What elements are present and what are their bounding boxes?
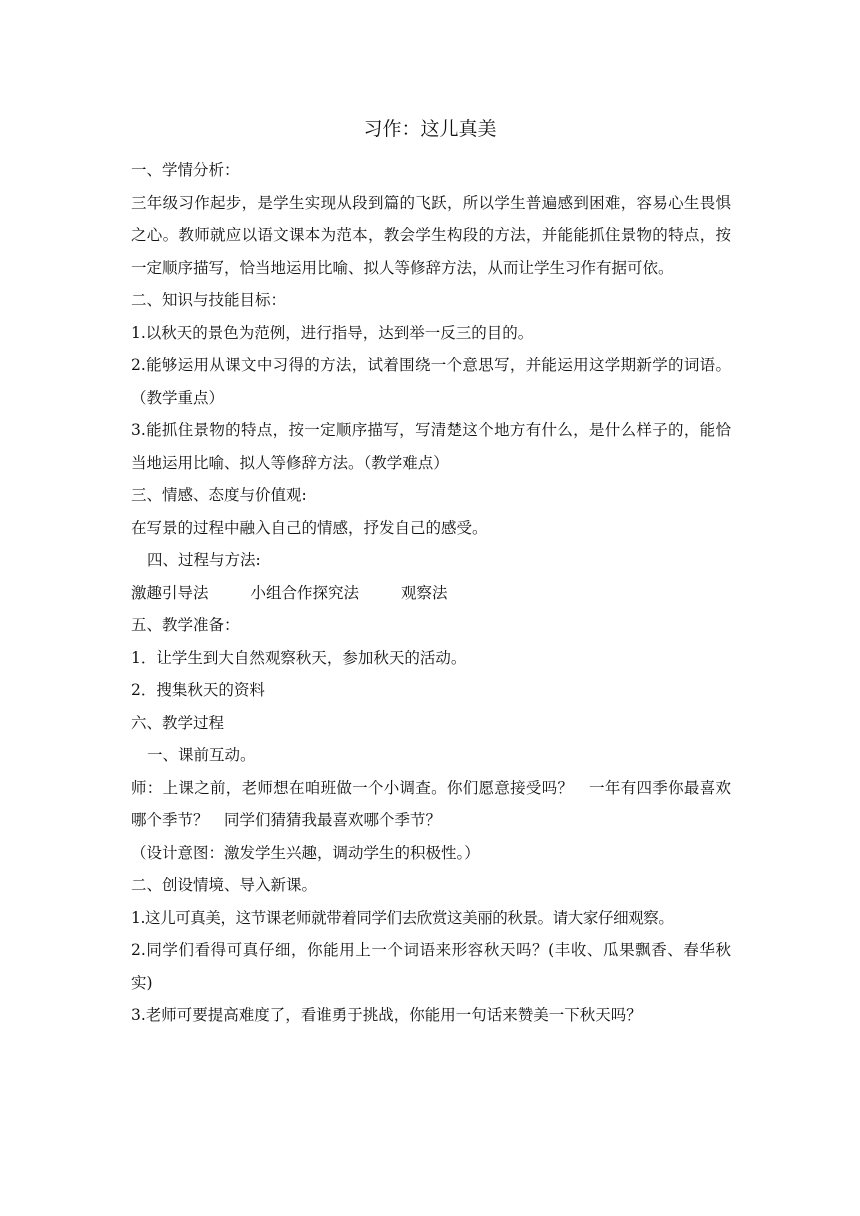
process-item-2: 2.同学们看得可真仔细，你能用上一个词语来形容秋天吗？(丰收、瓜果飘香、春华秋实) bbox=[131, 941, 731, 992]
process-subheading-interaction: 一、课前互动。 bbox=[147, 746, 256, 764]
knowledge-goal-1: 1.以秋天的景色为范例，进行指导，达到举一反三的目的。 bbox=[131, 323, 534, 342]
method-item: 激趣引导法 bbox=[131, 583, 209, 602]
knowledge-goal-2: 2.能够运用从课文中习得的方法，试着围绕一个意思写，并能运用这学期新学的词语。（教学重点） bbox=[131, 356, 731, 407]
document-body bbox=[131, 154, 731, 1032]
section-heading-values: 三、情感、态度与价值观: bbox=[131, 486, 307, 504]
design-intent-note: （设计意图：激发学生兴趣，调动学生的积极性。） bbox=[131, 843, 480, 862]
process-item-3: 3.老师可要提高难度了，看谁勇于挑战，你能用一句话来赞美一下秋天吗？ bbox=[131, 1006, 642, 1024]
section-heading-preparation: 五、教学准备： bbox=[131, 616, 240, 634]
methods-list bbox=[131, 577, 731, 610]
document-title: 习作：这儿真美 bbox=[363, 118, 497, 140]
process-subheading-situation: 二、创设情境、导入新课。 bbox=[131, 876, 318, 894]
section-heading-knowledge-goals: 二、知识与技能目标： bbox=[131, 291, 287, 309]
values-paragraph: 在写景的过程中融入自己的情感，抒发自己的感受。 bbox=[131, 518, 488, 537]
method-item: 观察法 bbox=[401, 583, 448, 602]
process-item-1: 1.这儿可真美，这节课老师就带着同学们去欣赏这美丽的秋景。请大家仔细观察。 bbox=[131, 908, 674, 927]
teacher-dialogue: 师：上课之前，老师想在咱班做一个小调查。你们愿意接受吗？ 一年有四季你最喜欢哪个季节？ 同学们猜猜我最喜欢哪个季节？ bbox=[131, 778, 731, 829]
method-item: 小组合作探究法 bbox=[250, 583, 360, 602]
preparation-item-2: 2．搜集秋天的资料 bbox=[131, 681, 265, 699]
analysis-paragraph: 三年级习作起步，是学生实现从段到篇的飞跃，所以学生普遍感到困难，容易心生畏惧之心。教师就应以语文课本为范本，教会学生构段的方法，并能能抓住景物的特点，按一定顺序描写，恰当地运用比喻、拟人等修辞方法，从而让学生习作有据可依。 bbox=[131, 193, 731, 277]
knowledge-goal-3: 3.能抓住景物的特点，按一定顺序描写，写清楚这个地方有什么，是什么样子的，能恰当地运用比喻、拟人等修辞方法。（教学难点） bbox=[131, 421, 731, 472]
preparation-item-1: 1．让学生到大自然观察秋天，参加秋天的活动。 bbox=[131, 648, 467, 667]
section-heading-methods: 四、过程与方法: bbox=[147, 551, 261, 569]
section-heading-analysis: 一、学情分析： bbox=[131, 161, 240, 179]
section-heading-process: 六、教学过程 bbox=[131, 713, 225, 732]
